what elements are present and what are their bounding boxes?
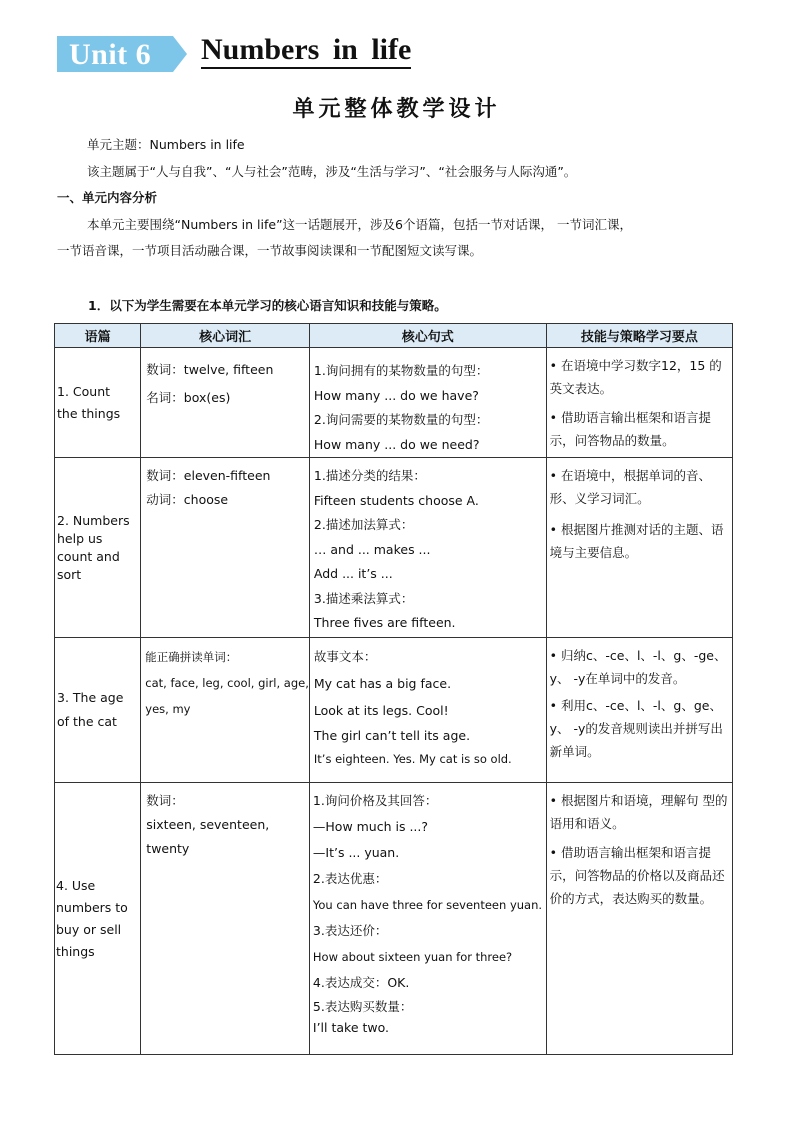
sentence-line: You can have three for seventeen yuan.: [312, 898, 543, 912]
skill-point: • 归纳c、-ce、l、-l、g、-ge、y、 -y在单词中的发音。: [549, 648, 727, 686]
sentence-line: 1.询问拥有的某物数量的句型：: [313, 363, 489, 378]
skill-point: • 根据图片和语境，理解句 型的语用和语义。: [549, 793, 728, 831]
sentence-line: How many ... do we have?: [313, 387, 479, 403]
sentence-line: 1.描述分类的结果：: [313, 468, 426, 483]
header-cell: 语篇: [55, 324, 141, 348]
vocab-line: 能正确拼读单词：: [145, 650, 238, 664]
sentence-line: 2.描述加法算式：: [313, 517, 414, 532]
lesson-name-cell: [55, 458, 141, 638]
sentence-line: The girl can’t tell its age.: [313, 728, 471, 743]
vocab-line: 数词：twelve, fifteen: [146, 362, 274, 377]
vocab-cell: [141, 783, 310, 1055]
lesson-name-line: count and: [57, 548, 120, 564]
skills-cell: [546, 783, 732, 1055]
sentence-line: 3.描述乘法算式：: [313, 590, 414, 606]
vocab-line: sixteen, seventeen,: [146, 817, 270, 832]
paragraph-line-2: 一节语音课，一节项目活动融合课，一节故事阅读课和一节配图短文读写课。: [57, 243, 483, 258]
header-cell: 技能与策略学习要点: [546, 324, 732, 348]
sentence-line: How many ... do we need?: [313, 436, 480, 452]
unit-theme: 单元主题：Numbers in life: [87, 137, 245, 152]
skill-point: • 在语境中，根据单词的音、 形、义学习词汇。: [549, 468, 712, 506]
unit-badge-label: Unit 6: [69, 38, 152, 71]
skills-cell: [546, 638, 732, 783]
skills-cell: [546, 348, 732, 458]
lesson-name-line: 4. Use: [56, 877, 96, 893]
lesson-name-line: the things: [57, 405, 121, 421]
table-header-row: [55, 324, 733, 348]
vocab-line: 数词：: [146, 793, 184, 808]
sentence-line: 4.表达成交：OK.: [312, 975, 410, 990]
vocab-line: twenty: [146, 841, 190, 856]
theme-scope: 该主题属于“人与自我”、“人与社会”范畴，涉及“生活与学习”、“社会服务与人际沟通”。: [87, 164, 577, 179]
skill-point: • 在语境中学习数字12，15 的英文表达。: [549, 358, 722, 396]
page-title: Numbers in life: [201, 33, 411, 69]
sentence-line: My cat has a big face.: [313, 676, 452, 691]
sentence-line: It’s eighteen. Yes. My cat is so old.: [313, 752, 512, 766]
vocab-line: cat, face, leg, cool, girl, age,: [145, 676, 309, 690]
table-row: [55, 348, 733, 458]
vocab-line: 名词：box(es): [146, 390, 231, 405]
sentence-line: 2.询问需要的某物数量的句型：: [313, 412, 489, 427]
vocab-cell: [141, 638, 310, 783]
lesson-name-line: 1. Count: [57, 383, 111, 399]
sentence-line: 3.表达还价：: [312, 923, 388, 938]
sentence-line: I’ll take two.: [312, 1020, 390, 1035]
lesson-name-line: 3. The age: [57, 690, 124, 705]
vocab-cell: [141, 348, 310, 458]
sentence-line: 2.表达优惠：: [312, 871, 388, 886]
paragraph-line-1: 本单元主要围绕“Numbers in life”这一话题展开，涉及6个语篇，包括一节对话课， 一节词汇课，: [87, 217, 632, 232]
sentence-line: Look at its legs. Cool!: [313, 703, 449, 718]
vocab-line: yes, my: [145, 702, 191, 716]
skill-point: • 利用c、-ce、l、-l、g、ge、y、 -y的发音规则读出并拼写出新单词。: [549, 698, 723, 759]
skill-point: • 根据图片推测对话的主题、语境与主要信息。: [549, 522, 724, 560]
page-subtitle: 单元整体教学设计: [292, 97, 501, 122]
sentence-line: How about sixteen yuan for three?: [312, 950, 513, 964]
sentence-line: 5.表达购买数量：: [312, 999, 413, 1014]
skill-point: • 借助语言输出框架和语言提示，问答物品的价格以及商品还价的方式，表达购买的数量。: [549, 845, 725, 906]
sentence-line: … and ... makes ...: [313, 541, 431, 557]
skill-point: • 借助语言输出框架和语言提示，问答物品的数量。: [549, 410, 712, 448]
sentence-line: —How much is ...?: [312, 819, 429, 834]
sentence-line: Add ... it’s ...: [313, 566, 393, 581]
lesson-name-line: sort: [57, 566, 82, 582]
vocab-line: 数词：eleven-fifteen: [146, 468, 271, 483]
core-knowledge-table: [54, 323, 733, 1055]
header-cell: 核心词汇: [141, 324, 310, 348]
sentence-line: 1.询问价格及其回答：: [312, 793, 438, 808]
sentence-line: 故事文本：: [313, 649, 377, 664]
lesson-name-line: of the cat: [57, 714, 117, 729]
lesson-name-cell: [55, 348, 141, 458]
table-row: [55, 458, 733, 638]
sentence-cell: [309, 348, 546, 458]
lesson-name-cell: [55, 638, 141, 783]
lesson-name-cell: [55, 783, 141, 1055]
header-cell: 核心句式: [309, 324, 546, 348]
sentence-line: —It’s ... yuan.: [312, 845, 400, 860]
sentence-line: Fifteen students choose A.: [313, 492, 479, 508]
vocab-cell: [141, 458, 310, 638]
lesson-name-line: 2. Numbers: [57, 512, 130, 528]
unit-badge: [57, 36, 187, 72]
table-row: [55, 638, 733, 783]
section-heading: 一、单元内容分析: [57, 190, 158, 205]
lesson-name-line: buy or sell: [56, 921, 122, 937]
sentence-cell: [309, 783, 546, 1055]
lesson-name-line: things: [56, 943, 95, 959]
table-caption: 1．以下为学生需要在本单元学习的核心语言知识和技能与策略。: [88, 298, 447, 313]
lesson-name-line: numbers to: [56, 899, 128, 915]
vocab-line: 动词：choose: [146, 492, 229, 507]
sentence-cell: [309, 458, 546, 638]
lesson-name-line: help us: [57, 530, 103, 546]
table-row: [55, 783, 733, 1055]
skills-cell: [546, 458, 732, 638]
sentence-line: Three fives are fifteen.: [313, 615, 456, 630]
sentence-cell: [309, 638, 546, 783]
